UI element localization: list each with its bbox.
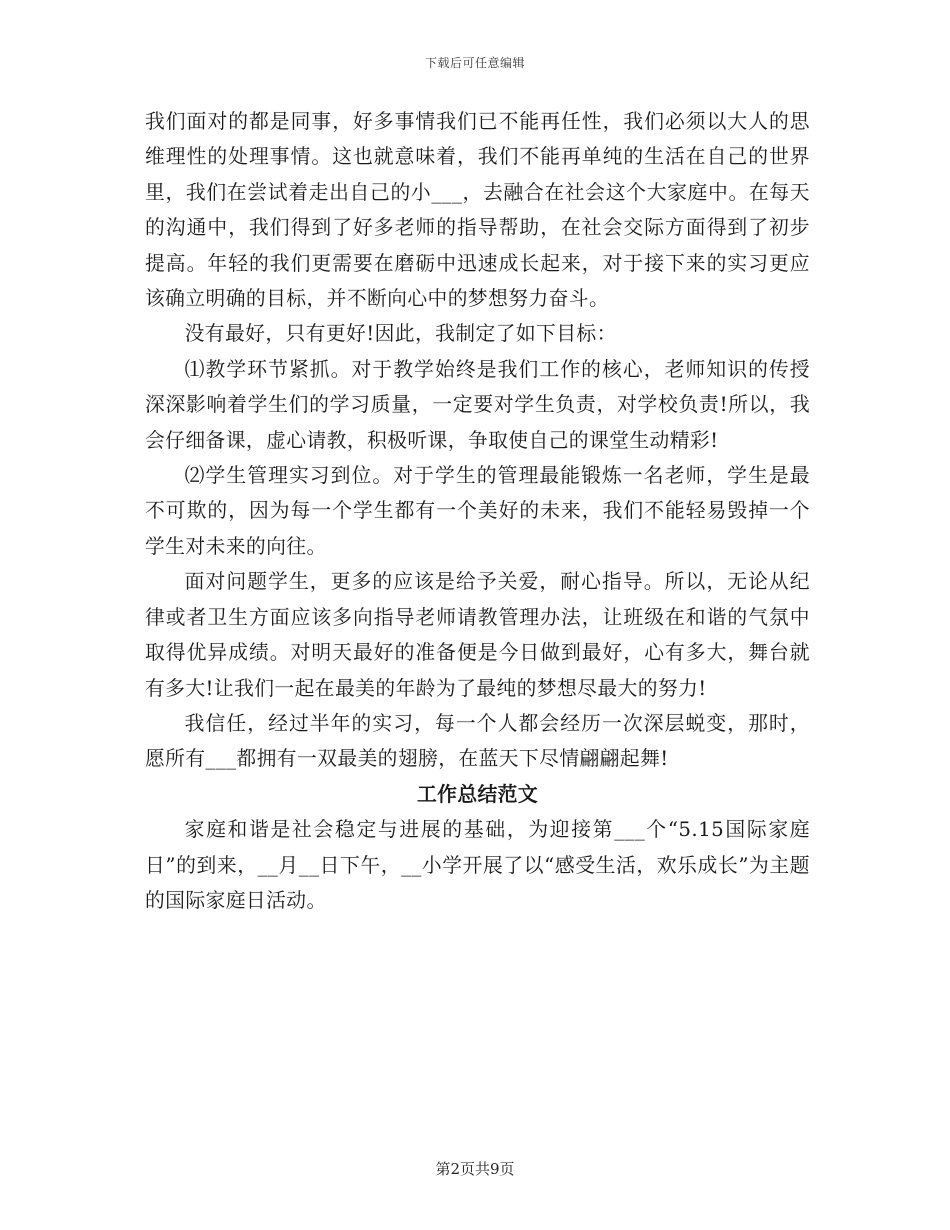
paragraph-family-day: 家庭和谐是社会稳定与进展的基础，为迎接第___个“5.15国际家庭日”的到来，__月__日下午，__小学开展了以“感受生活，欢乐成长”为主题的国际家庭日活动。 xyxy=(145,818,810,912)
paragraph-goals-intro: 没有最好，只有更好!因此，我制定了如下目标： xyxy=(184,322,617,346)
page-header-note: 下载后可任意编辑 xyxy=(424,56,525,70)
paragraph-conclusion: 我信任，经过半年的实习，每一个人都会经历一次深层蜕变，那时，愿所有___都拥有一双最美的翅膀，在蓝天下尽情翩翩起舞! xyxy=(145,711,810,771)
section-title: 工作总结范文 xyxy=(416,781,539,806)
paragraph-goal-management: ⑵学生管理实习到位。对于学生的管理最能锻炼一名老师，学生是最不可欺的，因为每一个学生都有一个美好的未来，我们不能轻易毁掉一个学生对未来的向往。 xyxy=(145,464,810,558)
paragraph-goal-teaching: ⑴教学环节紧抓。对于教学始终是我们工作的核心，老师知识的传授深深影响着学生们的学习质量，一定要对学生负责，对学校负责!所以，我会仔细备课，虚心请教，积极听课，争取使自己的课堂生动精彩! xyxy=(145,357,810,452)
page-number: 第2页共9页 xyxy=(435,1160,515,1178)
document-body xyxy=(145,104,810,918)
paragraph-problem-students: 面对问题学生，更多的应该是给予关爱，耐心指导。所以，无论从纪律或者卫生方面应该多向指导老师请教管理办法，让班级在和谐的气氛中取得优异成绩。对明天最好的准备便是今日做到最好，心有多大，舞台就有多大!让我们一起在最美的年龄为了最纯的梦想尽最大的努力! xyxy=(145,570,810,700)
paragraph-colleagues: 我们面对的都是同事，好多事情我们已不能再任性，我们必须以大人的思维理性的处理事情。这也就意味着，我们不能再单纯的生活在自己的世界里，我们在尝试着走出自己的小___，去融合在社会这个大家庭中。在每天的沟通中，我们得到了好多老师的指导帮助，在社会交际方面得到了初步提高。年轻的我们更需要在磨砺中迅速成长起来，对于接下来的实习更应该确立明确的目标，并不断向心中的梦想努力奋斗。 xyxy=(145,110,810,311)
